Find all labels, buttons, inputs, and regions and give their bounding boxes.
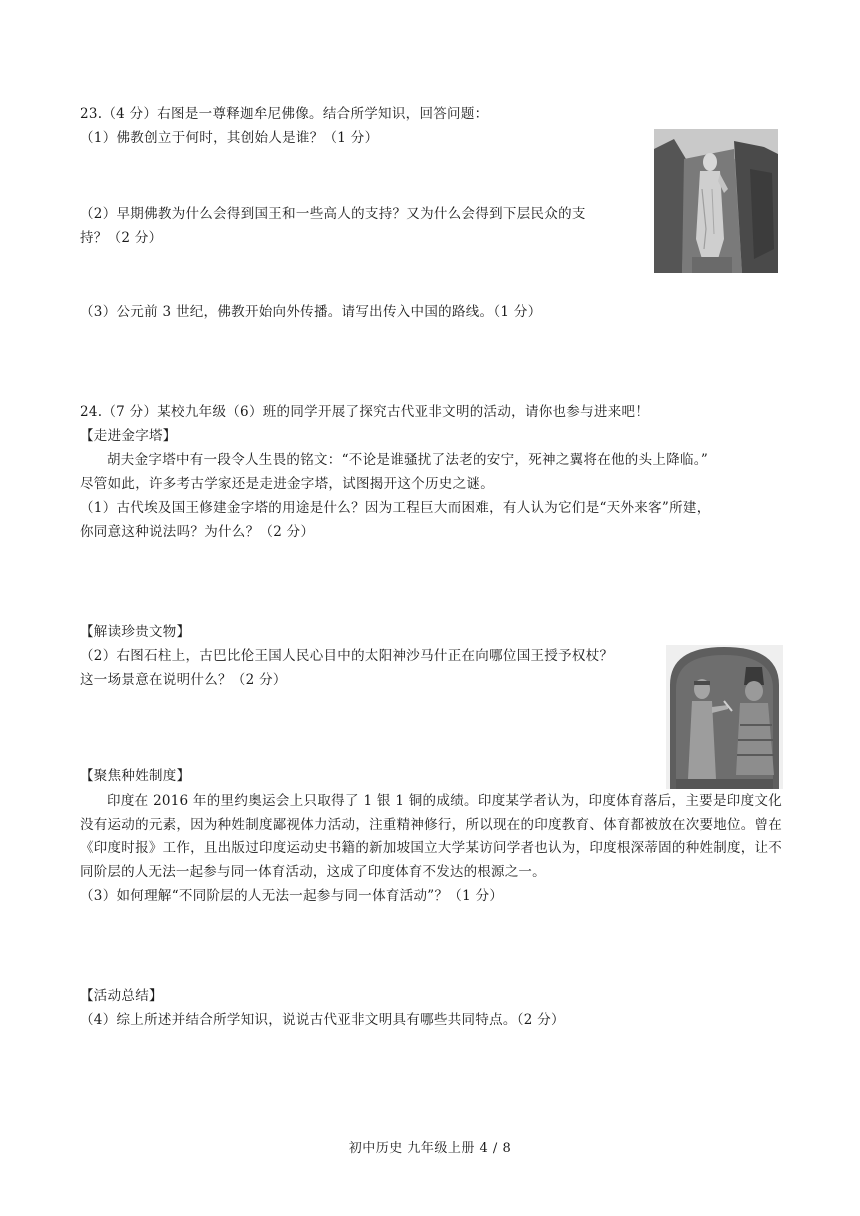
q23-sub2-line2: 持？（2 分） xyxy=(80,230,163,246)
hammurabi-stele-photo xyxy=(666,645,783,789)
q24-section-heading-artifact: 【解读珍贵文物】 xyxy=(80,624,191,640)
q24-pyramid-paragraph-line2: 尽管如此，许多考古学家还是走进金字塔，试图揭开这个历史之谜。 xyxy=(80,476,494,492)
q24-sub3: （3）如何理解“不同阶层的人无法一起参与同一体育活动”？（1 分） xyxy=(80,888,504,904)
q24-sub2-line1: （2）右图石柱上，古巴比伦王国人民心目中的太阳神沙马什正在向哪位国王授予权杖？ xyxy=(80,648,614,664)
q23-sub1: （1）佛教创立于何时，其创始人是谁？（1 分） xyxy=(80,130,379,146)
q24-section-heading-caste: 【聚焦种姓制度】 xyxy=(80,768,191,784)
q24-sub1-line1: （1）古代埃及国王修建金字塔的用途是什么？因为工程巨大而困难，有人认为它们是“天外来客”所建， xyxy=(80,500,711,516)
q24-sub1-line2: 你同意这种说法吗？为什么？（2 分） xyxy=(80,524,315,540)
q23-sub2-line1: （2）早期佛教为什么会得到国王和一些高人的支持？又为什么会得到下层民众的支 xyxy=(80,206,586,222)
buddha-statue-photo xyxy=(654,129,778,273)
q23-title: 23.（4 分）右图是一尊释迦牟尼佛像。结合所学知识，回答问题： xyxy=(80,106,489,122)
q24-section-heading-summary: 【活动总结】 xyxy=(80,988,163,1004)
q24-section-heading-pyramid: 【走进金字塔】 xyxy=(80,428,177,444)
q24-sub4: （4）综上所述并结合所学知识，说说古代亚非文明具有哪些共同特点。（2 分） xyxy=(80,1012,565,1028)
q24-caste-paragraph: 印度在 2016 年的里约奥运会上只取得了 1 银 1 铜的成绩。印度某学者认为，印度体育落后，主要是印度文化没有运动的元素，因为种姓制度鄙视体力活动，注重精神修行，所以现在的印度教育、体育都被放在次要地位。曾在《印度时报》工作，且出版过印度运动史书籍的新加坡国立大学某访问学者也认为，印度根深蒂固的种姓制度，让不同阶层的人无法一起参与同一体育活动，这成了印度体育不发达的根源之一。 xyxy=(80,793,782,880)
q23-sub3: （3）公元前 3 世纪，佛教开始向外传播。请写出传入中国的路线。（1 分） xyxy=(80,304,542,320)
q24-pyramid-paragraph-line1: 胡夫金字塔中有一段令人生畏的铭文：“不论是谁骚扰了法老的安宁，死神之翼将在他的头上降临。” xyxy=(107,452,709,468)
q24-sub2-line2: 这一场景意在说明什么？（2 分） xyxy=(80,672,287,688)
q24-title: 24.（7 分）某校九年级（6）班的同学开展了探究古代亚非文明的活动，请你也参与进来吧！ xyxy=(80,404,650,420)
page-footer: 初中历史 九年级上册 4 / 8 xyxy=(348,1141,512,1156)
